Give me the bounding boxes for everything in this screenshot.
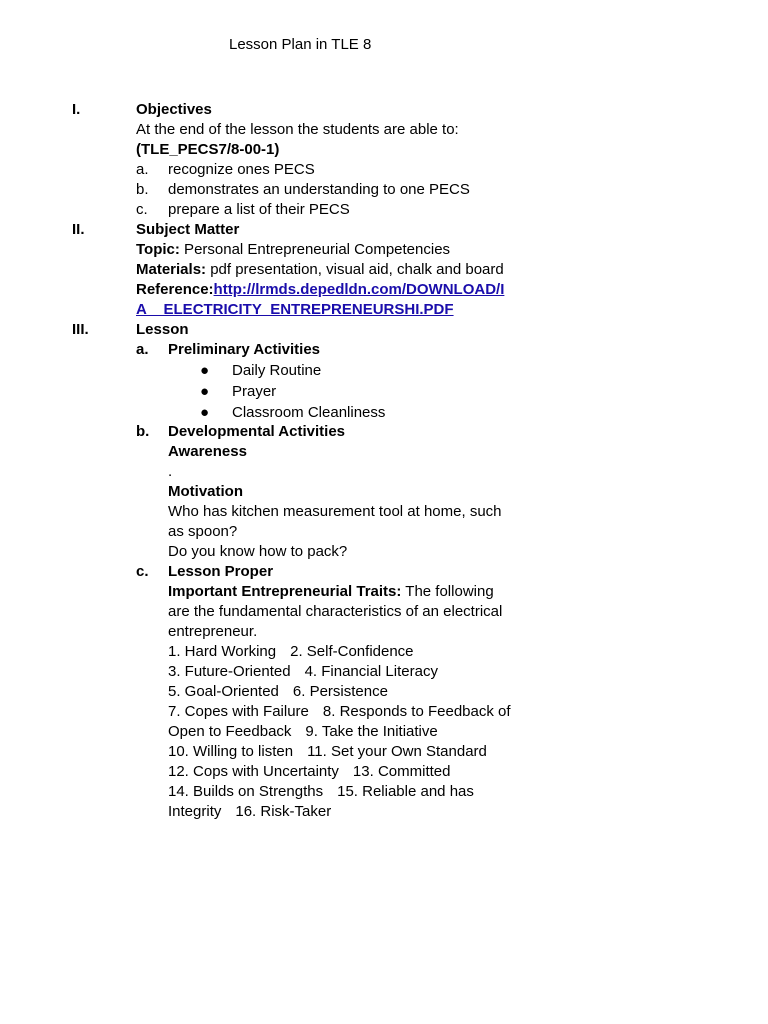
trait-item: 9. Take the Initiative bbox=[305, 723, 438, 740]
topic-value: Personal Entrepreneurial Competencies bbox=[179, 241, 451, 258]
motivation-heading: Motivation bbox=[168, 483, 243, 500]
materials-line bbox=[136, 260, 504, 280]
reference-label: Reference: bbox=[136, 281, 214, 298]
section-1-numeral: I. bbox=[72, 101, 81, 118]
preliminary-heading: Preliminary Activities bbox=[168, 341, 321, 358]
trait-item: 3. Future-Oriented bbox=[168, 663, 291, 680]
section-3-heading: Lesson bbox=[136, 321, 189, 338]
trait-item: 7. Copes with Failure bbox=[168, 703, 309, 720]
traits-row bbox=[168, 782, 474, 802]
motivation-question-1-cont: as spoon? bbox=[168, 523, 238, 540]
developmental-heading: Developmental Activities bbox=[168, 423, 346, 440]
objective-marker-a: a. bbox=[136, 161, 149, 178]
traits-intro-line-2: are the fundamental characteristics of an electrical bbox=[168, 603, 503, 620]
traits-row bbox=[168, 722, 438, 742]
section-1-heading: Objectives bbox=[136, 101, 212, 118]
trait-item: Open to Feedback bbox=[168, 723, 292, 740]
traits-row bbox=[168, 642, 414, 662]
traits-intro bbox=[168, 582, 494, 602]
materials-label: Materials: bbox=[136, 261, 207, 278]
trait-item: 1. Hard Working bbox=[168, 643, 277, 660]
trait-item: 6. Persistence bbox=[292, 683, 388, 700]
objective-item-c: prepare a list of their PECS bbox=[168, 201, 350, 218]
trait-item: 13. Committed bbox=[352, 763, 451, 780]
bullet-icon: ● bbox=[200, 362, 210, 379]
trait-item: 4. Financial Literacy bbox=[304, 663, 438, 680]
trait-item: 5. Goal-Oriented bbox=[168, 683, 279, 700]
document-title: Lesson Plan in TLE 8 bbox=[229, 36, 372, 53]
traits-row bbox=[168, 662, 438, 682]
bullet-icon: ● bbox=[200, 383, 210, 400]
trait-item: 15. Reliable and has bbox=[337, 783, 474, 800]
topic-line bbox=[136, 240, 450, 260]
reference-link[interactable]: http://lrmds.depedldn.com/DOWNLOAD/I bbox=[213, 281, 505, 298]
trait-item: 2. Self-Confidence bbox=[290, 643, 414, 660]
section-2-numeral: II. bbox=[72, 221, 85, 238]
objectives-code: (TLE_PECS7/8-00-1) bbox=[136, 141, 280, 158]
objective-item-a: recognize ones PECS bbox=[168, 161, 315, 178]
lesson-marker-b: b. bbox=[136, 423, 150, 440]
bullet-icon: ● bbox=[200, 404, 210, 421]
trait-item: Integrity bbox=[168, 803, 222, 820]
traits-label: Important Entrepreneurial Traits: bbox=[168, 583, 402, 600]
lesson-proper-heading: Lesson Proper bbox=[168, 563, 274, 580]
preliminary-item-2: Prayer bbox=[232, 383, 277, 400]
lesson-marker-a: a. bbox=[136, 341, 149, 358]
objective-marker-c: c. bbox=[136, 201, 148, 218]
traits-row bbox=[168, 742, 487, 762]
reference-link-continued[interactable]: A__ELECTRICITY_ENTREPRENEURSHI.PDF bbox=[136, 301, 454, 318]
objectives-intro: At the end of the lesson the students are able to: bbox=[136, 121, 459, 138]
trait-item: 12. Cops with Uncertainty bbox=[168, 763, 339, 780]
section-3-numeral: III. bbox=[72, 321, 89, 338]
section-2-heading: Subject Matter bbox=[136, 221, 240, 238]
objective-item-b: demonstrates an understanding to one PECS bbox=[168, 181, 470, 198]
awareness-dot: . bbox=[168, 463, 173, 480]
reference-line-2 bbox=[136, 300, 454, 320]
trait-item: 8. Responds to Feedback of bbox=[322, 703, 511, 720]
awareness-heading: Awareness bbox=[168, 443, 247, 460]
traits-intro-line-3: entrepreneur. bbox=[168, 623, 258, 640]
traits-row bbox=[168, 682, 388, 702]
topic-label: Topic: bbox=[136, 241, 180, 258]
preliminary-item-1: Daily Routine bbox=[232, 362, 322, 379]
traits-intro-text: The following bbox=[401, 583, 494, 600]
trait-item: 14. Builds on Strengths bbox=[168, 783, 324, 800]
motivation-question-1: Who has kitchen measurement tool at home, such bbox=[168, 503, 502, 520]
preliminary-item-3: Classroom Cleanliness bbox=[232, 404, 386, 421]
traits-row bbox=[168, 802, 331, 822]
lesson-marker-c: c. bbox=[136, 563, 149, 580]
materials-value: pdf presentation, visual aid, chalk and board bbox=[206, 261, 504, 278]
reference-line bbox=[136, 280, 504, 300]
trait-item: 16. Risk-Taker bbox=[235, 803, 332, 820]
trait-item: 11. Set your Own Standard bbox=[307, 743, 487, 760]
motivation-question-2: Do you know how to pack? bbox=[168, 543, 348, 560]
trait-item: 10. Willing to listen bbox=[168, 743, 294, 760]
objective-marker-b: b. bbox=[136, 181, 149, 198]
traits-row bbox=[168, 702, 511, 722]
traits-row bbox=[168, 762, 450, 782]
